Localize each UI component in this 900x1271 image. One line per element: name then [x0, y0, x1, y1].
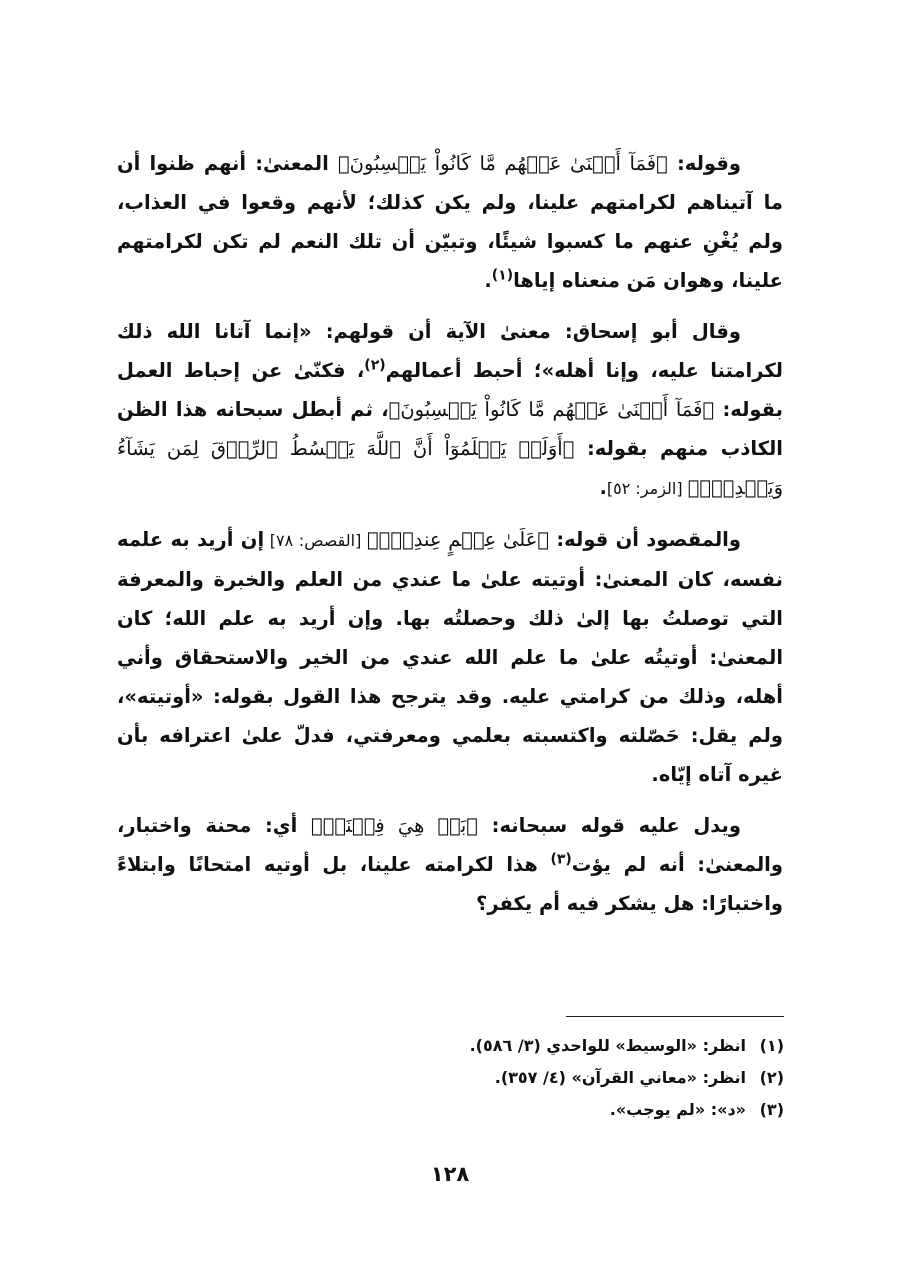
text-segment: . — [599, 476, 607, 499]
text-segment: أي: محنة واختبار، والمعنىٰ: أنه لم يؤت — [117, 814, 783, 876]
quran-verse: ﴿فَمَآ أَغۡنَىٰ عَنۡهُم مَّا كَانُواْ يَكۡسِبُونَ﴾ — [337, 152, 668, 175]
paragraph-3 — [117, 520, 783, 794]
paragraph-4 — [117, 806, 783, 923]
footnote-marker: (٣) — [550, 851, 572, 868]
footnote-separator — [566, 1016, 784, 1017]
paragraph-1 — [117, 144, 783, 300]
text-segment: والمقصود أن قوله: — [549, 528, 741, 551]
footnote-number: (٣) — [759, 1100, 784, 1119]
footnote-text: انظر: «معاني القرآن» (٤/ ٣٥٧). — [494, 1068, 746, 1087]
footnote-number: (٢) — [759, 1068, 784, 1087]
footnote-text: انظر: «الوسيط» للواحدي (٣/ ٥٨٦). — [469, 1036, 746, 1055]
footnote-1 — [200, 1030, 784, 1062]
main-text — [117, 144, 783, 935]
footnote-marker: (١) — [491, 267, 514, 284]
quran-verse: ﴿عَلَىٰ عِلۡمٍ عِندِيٓۚ﴾ — [366, 528, 550, 551]
paragraph-2 — [117, 312, 783, 508]
text-segment: . — [484, 269, 492, 292]
text-segment: ، فكنّىٰ عن إحباط العمل بقوله: — [117, 359, 783, 421]
text-segment: وقوله: — [667, 152, 742, 175]
text-segment: المعنىٰ: أنهم ظنوا أن ما آتيناهم لكرامتهم علينا، ولم يكن كذلك؛ لأنهم وقعوا في العذاب، ولم يُغْنِ عنهم ما كسبوا شيئًا، وتبيّن أن تلك النعم لم تكن لكرامتهم علينا، وهوان مَن منعناه إياها — [117, 152, 783, 292]
verse-reference: [الزمر: ٥٢] — [606, 479, 688, 498]
text-segment: هذا لكرامته علينا، بل أوتيه امتحانًا وابتلاءً واختبارًا: هل يشكر فيه أم يكفر؟ — [117, 853, 783, 915]
quran-verse: ﴿بَلۡ هِيَ فِتۡنَةٞ﴾ — [311, 814, 478, 837]
text-segment: ويدل عليه قوله سبحانه: — [478, 814, 741, 837]
footnote-text: «د»: «لم يوجب». — [609, 1100, 746, 1119]
page-number: ١٢٨ — [430, 1162, 470, 1186]
footnote-number: (١) — [759, 1036, 784, 1055]
verse-reference: [القصص: ٧٨] — [264, 531, 367, 550]
footnote-2 — [200, 1062, 784, 1094]
quran-verse: ﴿أَوَلَمۡ يَعۡلَمُوٓاْ أَنَّ ٱللَّهَ يَبۡسُطُ ٱلرِّزۡقَ لِمَن يَشَآءُ وَيَقۡدِرُۚ﴾ — [117, 437, 783, 499]
text-segment: ، ثم أبطل سبحانه هذا الظن الكاذب منهم بقوله: — [117, 398, 783, 460]
text-segment: وقال أبو إسحاق: معنىٰ الآية أن قولهم: «إنما آتانا الله ذلك لكرامتنا عليه، وإنا أهله»؛ أحبط أعمالهم — [117, 320, 783, 382]
footnotes — [200, 1030, 784, 1126]
quran-verse: ﴿فَمَآ أَغۡنَىٰ عَنۡهُم مَّا كَانُواْ يَكۡسِبُونَ﴾ — [388, 398, 715, 421]
footnote-3 — [200, 1094, 784, 1126]
footnote-marker: (٢) — [364, 357, 386, 374]
text-segment: إن أريد به علمه نفسه، كان المعنىٰ: أوتيته علىٰ ما عندي من العلم والخبرة والمعرفة التي توصلتُ بها إلىٰ ذلك وحصلتُه بها. وإن أريد به علم الله؛ كان المعنىٰ: أوتيتُه علىٰ ما علم الله عندي من الخير والاستحقاق وأني أهله، وذلك من كرامتي عليه. وقد يترجح هذا القول بقوله: «أوتيته»، ولم يقل: حَصّلته واكتسبته بعلمي ومعرفتي، فدلّ علىٰ اعترافه بأن غيره آتاه إيّاه. — [117, 528, 783, 786]
